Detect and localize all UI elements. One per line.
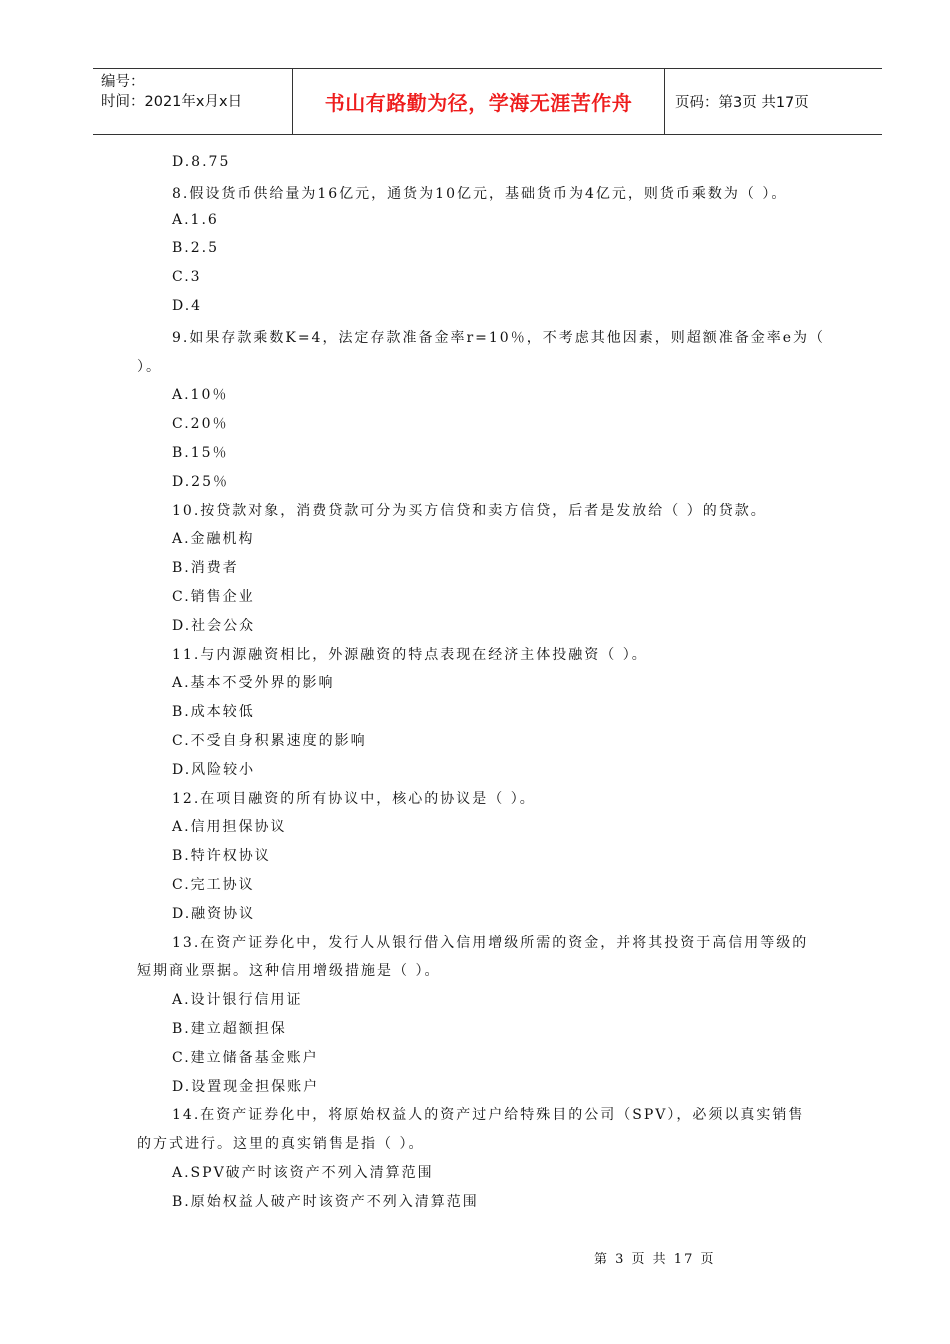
answer-option: A.1.6 bbox=[172, 211, 219, 228]
answer-option: D.融资协议 bbox=[172, 905, 256, 922]
answer-option: A.信用担保协议 bbox=[172, 819, 287, 836]
question-text: 13.在资产证券化中，发行人从银行借入信用增级所需的资金，并将其投资于高信用等级的 bbox=[172, 934, 809, 951]
header-meta bbox=[93, 69, 293, 134]
question-text-continued: 短期商业票据。这种信用增级措施是（ ）。 bbox=[137, 963, 441, 980]
answer-option: A.10％ bbox=[172, 387, 229, 404]
answer-option: A.基本不受外界的影响 bbox=[172, 675, 335, 692]
document-number-label: 编号： bbox=[101, 74, 145, 90]
question-text: 9.如果存款乘数K=4，法定存款准备金率r=10％，不考虑其他因素，则超额准备金率e为（ bbox=[172, 329, 825, 346]
answer-option: D.风险较小 bbox=[172, 761, 256, 778]
answer-option: C.3 bbox=[172, 269, 202, 286]
answer-option: D.设置现金担保账户 bbox=[172, 1078, 320, 1095]
answer-option: C.20％ bbox=[172, 416, 229, 433]
question-text-continued: 的方式进行。这里的真实销售是指（ ）。 bbox=[137, 1136, 425, 1153]
question-text-continued: ）。 bbox=[137, 358, 162, 375]
answer-option: C.不受自身积累速度的影响 bbox=[172, 733, 367, 749]
answer-option: B.原始权益人破产时该资产不列入清算范围 bbox=[172, 1193, 479, 1210]
question-text: 11.与内源融资相比，外源融资的特点表现在经济主体投融资（ ）。 bbox=[172, 646, 648, 663]
answer-option: C.建立储备基金账户 bbox=[172, 1049, 319, 1066]
answer-option: B.建立超额担保 bbox=[172, 1021, 287, 1037]
question-text: 12.在项目融资的所有协议中，核心的协议是（ ）。 bbox=[172, 790, 536, 807]
answer-option: D.社会公众 bbox=[172, 617, 256, 634]
answer-option: A.设计银行信用证 bbox=[172, 992, 303, 1009]
answer-option: A.金融机构 bbox=[172, 531, 255, 548]
answer-option: D.25％ bbox=[172, 473, 229, 490]
answer-option: D.4 bbox=[172, 298, 203, 314]
answer-option: B.消费者 bbox=[172, 560, 239, 577]
question-text: 10.按贷款对象，消费贷款可分为买方信贷和卖方信贷，后者是发放给（ ）的贷款。 bbox=[172, 502, 767, 519]
text-line: D.8.75 bbox=[172, 154, 231, 170]
header-page-info: 页码：第3页 共17页 bbox=[675, 95, 809, 111]
question-text: 8.假设货币供给量为16亿元，通货为10亿元，基础货币为4亿元，则货币乘数为（ ）。 bbox=[172, 185, 788, 202]
question-text: 14.在资产证券化中，将原始权益人的资产过户给特殊目的公司（SPV），必须以真实销售 bbox=[172, 1107, 805, 1124]
answer-option: C.销售企业 bbox=[172, 589, 255, 605]
answer-option: B.成本较低 bbox=[172, 704, 255, 721]
answer-option: A.SPV破产时该资产不列入清算范围 bbox=[172, 1165, 434, 1181]
header-motto: 书山有路勤为径，学海无涯苦作舟 bbox=[293, 69, 665, 134]
document-time-label: 时间：2021年x月x日 bbox=[101, 94, 243, 110]
answer-option: B.特许权协议 bbox=[172, 848, 271, 865]
page-footer: 第 3 页 共 17 页 bbox=[594, 1252, 716, 1267]
page-header bbox=[93, 68, 882, 135]
answer-option: C.完工协议 bbox=[172, 877, 255, 893]
answer-option: B.15％ bbox=[172, 445, 229, 461]
answer-option: B.2.5 bbox=[172, 240, 220, 257]
